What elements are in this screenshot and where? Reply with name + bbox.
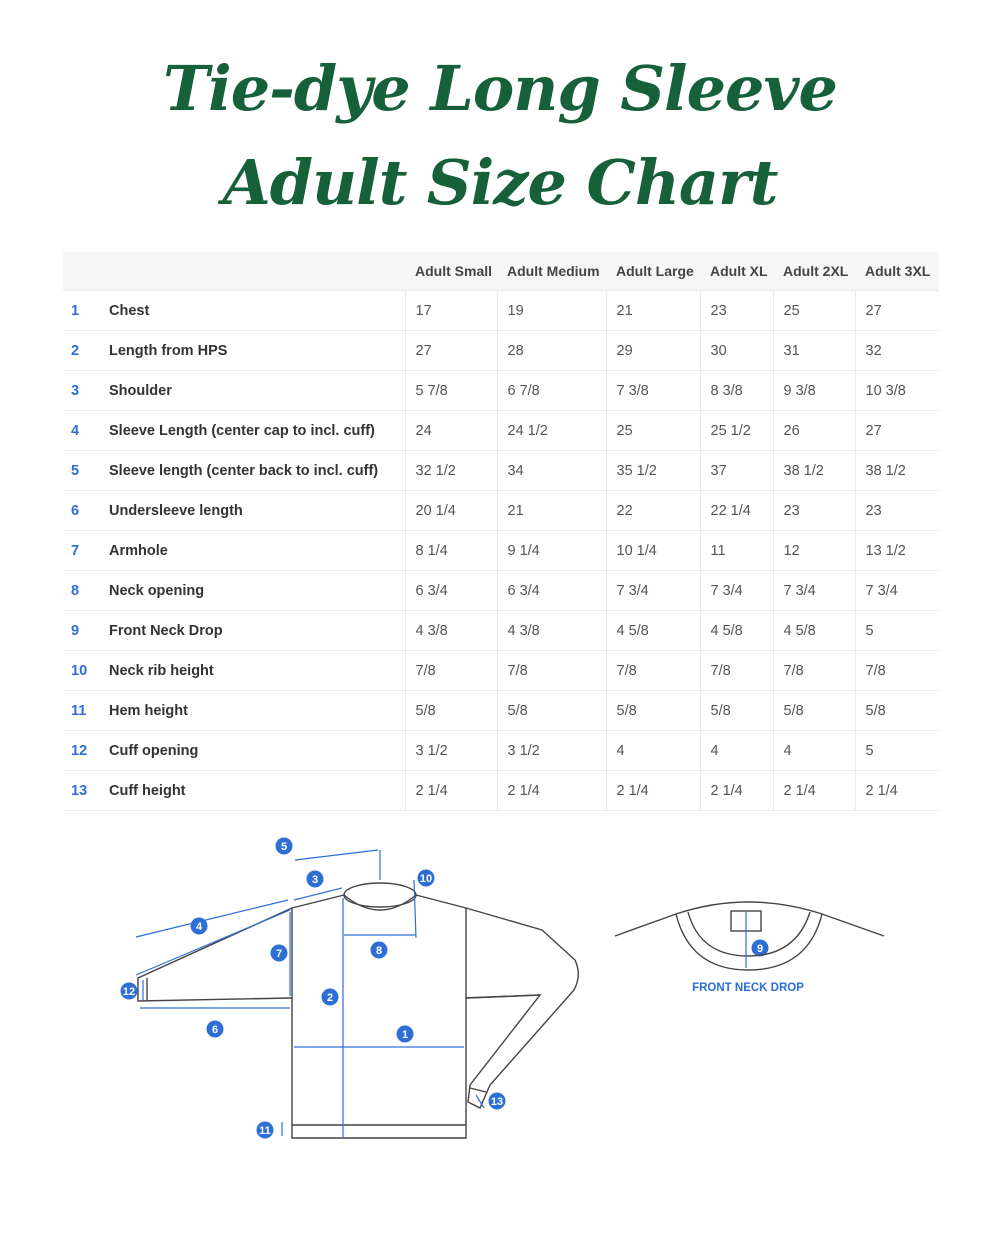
table-cell: 10 1/4 [606, 531, 700, 571]
table-cell: 4 5/8 [700, 611, 773, 651]
header-size: Adult Small [405, 252, 497, 291]
marker-label: 13 [490, 1096, 504, 1108]
header-size: Adult 3XL [855, 252, 939, 291]
table-cell: 20 1/4 [405, 491, 497, 531]
table-cell: 27 [405, 331, 497, 371]
table-cell: 4 [606, 731, 700, 771]
table-cell: 2 1/4 [606, 771, 700, 811]
table-cell: 2 1/4 [855, 771, 939, 811]
table-cell: 7/8 [700, 651, 773, 691]
row-label: Cuff opening [99, 731, 405, 771]
row-label: Shoulder [99, 371, 405, 411]
page-title [0, 42, 1000, 230]
marker-2 [322, 989, 339, 1006]
marker-13 [489, 1093, 506, 1110]
table-cell: 4 5/8 [606, 611, 700, 651]
table-cell: 8 3/8 [700, 371, 773, 411]
row-label: Sleeve length (center back to incl. cuff) [99, 451, 405, 491]
table-row [63, 491, 939, 531]
table-cell: 5 [855, 731, 939, 771]
table-row [63, 291, 939, 331]
marker-label: 10 [419, 873, 433, 885]
size-table [63, 252, 939, 811]
row-label: Undersleeve length [99, 491, 405, 531]
header-size: Adult XL [700, 252, 773, 291]
table-cell: 17 [405, 291, 497, 331]
marker-4 [191, 918, 208, 935]
row-label: Length from HPS [99, 331, 405, 371]
table-row [63, 731, 939, 771]
table-cell: 38 1/2 [773, 451, 855, 491]
table-cell: 2 1/4 [700, 771, 773, 811]
table-cell: 5 7/8 [405, 371, 497, 411]
marker-label: 12 [122, 986, 136, 998]
table-cell: 23 [773, 491, 855, 531]
table-cell: 5/8 [700, 691, 773, 731]
table-cell: 4 [700, 731, 773, 771]
table-cell: 19 [497, 291, 606, 331]
table-row [63, 691, 939, 731]
table-cell: 27 [855, 411, 939, 451]
header-blank [99, 252, 405, 291]
table-row [63, 411, 939, 451]
marker-3 [307, 871, 324, 888]
table-cell: 25 [606, 411, 700, 451]
table-cell: 35 1/2 [606, 451, 700, 491]
row-label: Sleeve Length (center cap to incl. cuff) [99, 411, 405, 451]
table-cell: 6 3/4 [405, 571, 497, 611]
marker-label: 8 [375, 945, 383, 957]
table-cell: 3 1/2 [405, 731, 497, 771]
table-cell: 7 3/4 [773, 571, 855, 611]
table-row [63, 531, 939, 571]
table-cell: 7 3/4 [700, 571, 773, 611]
table-cell: 22 [606, 491, 700, 531]
table-cell: 25 [773, 291, 855, 331]
table-cell: 7/8 [405, 651, 497, 691]
table-cell: 23 [855, 491, 939, 531]
table-cell: 13 1/2 [855, 531, 939, 571]
table-cell: 7 3/8 [606, 371, 700, 411]
table-cell: 31 [773, 331, 855, 371]
header-size: Adult 2XL [773, 252, 855, 291]
table-cell: 4 5/8 [773, 611, 855, 651]
marker-12 [121, 983, 138, 1000]
row-number: 3 [63, 371, 99, 411]
row-label: Chest [99, 291, 405, 331]
table-row [63, 571, 939, 611]
header-blank [63, 252, 99, 291]
table-cell: 26 [773, 411, 855, 451]
marker-label: 11 [259, 1125, 271, 1137]
row-label: Armhole [99, 531, 405, 571]
marker-label: 2 [326, 992, 334, 1004]
marker-7 [271, 945, 288, 962]
table-cell: 32 1/2 [405, 451, 497, 491]
header-size: Adult Medium [497, 252, 606, 291]
row-label: Neck opening [99, 571, 405, 611]
table-cell: 32 [855, 331, 939, 371]
table-row [63, 611, 939, 651]
row-number: 7 [63, 531, 99, 571]
marker-1 [397, 1026, 414, 1043]
table-cell: 5/8 [497, 691, 606, 731]
table-cell: 6 7/8 [497, 371, 606, 411]
title-line-1: Tie-dye Long Sleeve [163, 52, 837, 125]
table-cell: 5 [855, 611, 939, 651]
diagram-markers [121, 838, 769, 1139]
table-cell: 2 1/4 [405, 771, 497, 811]
table-cell: 24 1/2 [497, 411, 606, 451]
row-number: 10 [63, 651, 99, 691]
table-cell: 2 1/4 [497, 771, 606, 811]
table-cell: 7/8 [855, 651, 939, 691]
table-row [63, 331, 939, 371]
table-row [63, 371, 939, 411]
table-cell: 10 3/8 [855, 371, 939, 411]
table-cell: 27 [855, 291, 939, 331]
front-neck-drop-icon [615, 902, 884, 970]
marker-5 [276, 838, 293, 855]
table-cell: 7 3/4 [606, 571, 700, 611]
row-number: 1 [63, 291, 99, 331]
table-cell: 7/8 [773, 651, 855, 691]
table-cell: 4 [773, 731, 855, 771]
table-cell: 2 1/4 [773, 771, 855, 811]
table-row [63, 451, 939, 491]
header-size: Adult Large [606, 252, 700, 291]
table-cell: 34 [497, 451, 606, 491]
row-label: Cuff height [99, 771, 405, 811]
row-label: Front Neck Drop [99, 611, 405, 651]
table-cell: 9 3/8 [773, 371, 855, 411]
marker-6 [207, 1021, 224, 1038]
row-label: Hem height [99, 691, 405, 731]
title-line-2: Adult Size Chart [222, 146, 778, 219]
marker-label: 7 [275, 948, 283, 960]
marker-label: 9 [756, 943, 764, 955]
table-cell: 23 [700, 291, 773, 331]
table-cell: 9 1/4 [497, 531, 606, 571]
measurement-lines [136, 850, 484, 1138]
table-cell: 5/8 [773, 691, 855, 731]
marker-11 [257, 1122, 274, 1139]
table-row [63, 651, 939, 691]
table-cell: 7 3/4 [855, 571, 939, 611]
row-number: 11 [63, 691, 99, 731]
table-cell: 22 1/4 [700, 491, 773, 531]
table-body [63, 291, 939, 811]
row-number: 12 [63, 731, 99, 771]
table-cell: 5/8 [405, 691, 497, 731]
table-header-row [63, 252, 939, 291]
row-number: 2 [63, 331, 99, 371]
marker-label: 1 [401, 1029, 409, 1041]
table-cell: 24 [405, 411, 497, 451]
table-cell: 7/8 [497, 651, 606, 691]
table-cell: 12 [773, 531, 855, 571]
marker-label: 3 [311, 874, 319, 886]
table-cell: 38 1/2 [855, 451, 939, 491]
table-cell: 11 [700, 531, 773, 571]
row-number: 5 [63, 451, 99, 491]
marker-label: 6 [211, 1024, 219, 1036]
table-cell: 8 1/4 [405, 531, 497, 571]
row-number: 9 [63, 611, 99, 651]
row-number: 13 [63, 771, 99, 811]
row-label: Neck rib height [99, 651, 405, 691]
table-cell: 7/8 [606, 651, 700, 691]
table-cell: 29 [606, 331, 700, 371]
table-cell: 25 1/2 [700, 411, 773, 451]
table-cell: 5/8 [855, 691, 939, 731]
table-cell: 28 [497, 331, 606, 371]
row-number: 8 [63, 571, 99, 611]
table-cell: 21 [606, 291, 700, 331]
row-number: 4 [63, 411, 99, 451]
marker-10 [418, 870, 435, 887]
table-cell: 4 3/8 [405, 611, 497, 651]
shirt-diagram [0, 820, 1000, 1180]
neck-caption: FRONT NECK DROP [692, 982, 804, 994]
table-row [63, 771, 939, 811]
table-cell: 37 [700, 451, 773, 491]
marker-label: 5 [280, 841, 288, 853]
table-cell: 4 3/8 [497, 611, 606, 651]
table-cell: 21 [497, 491, 606, 531]
table-cell: 6 3/4 [497, 571, 606, 611]
marker-label: 4 [195, 921, 203, 933]
row-number: 6 [63, 491, 99, 531]
table-cell: 5/8 [606, 691, 700, 731]
table-cell: 30 [700, 331, 773, 371]
table-cell: 3 1/2 [497, 731, 606, 771]
marker-8 [371, 942, 388, 959]
